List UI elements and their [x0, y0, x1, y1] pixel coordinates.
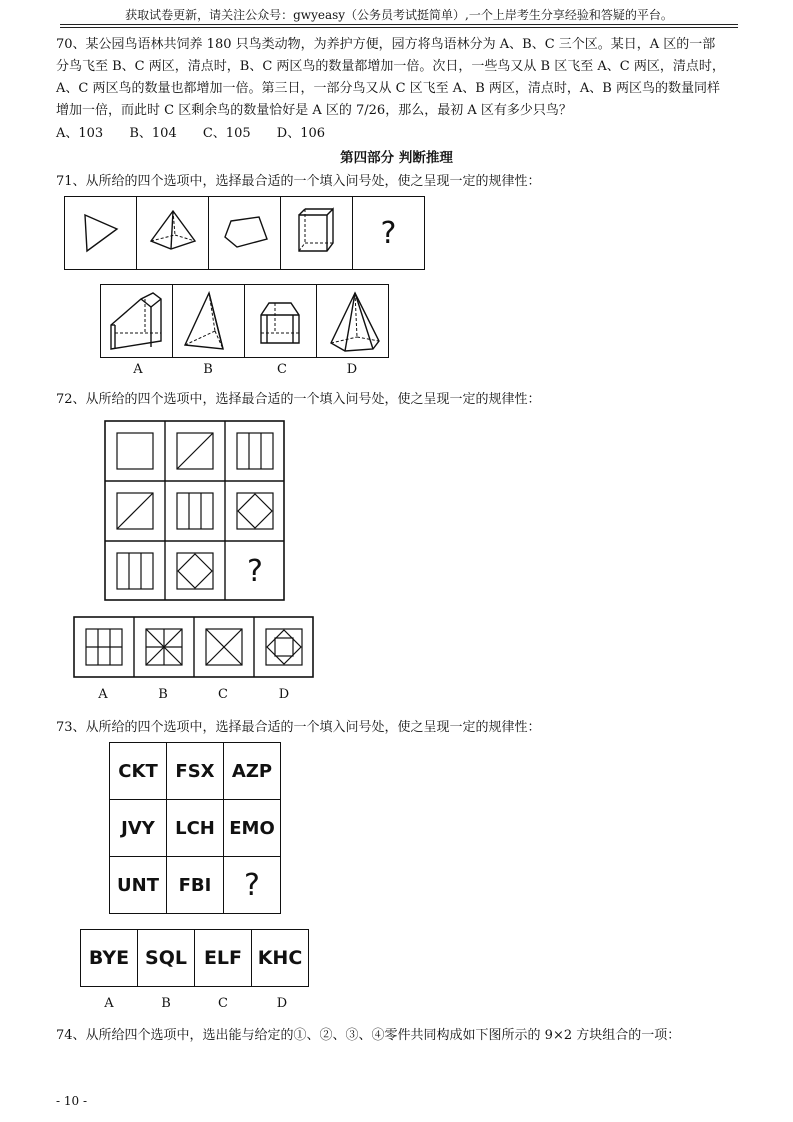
triangle-figure	[65, 197, 137, 269]
triangular-pyramid-figure	[173, 285, 245, 357]
q70-option-a: A、103	[56, 126, 104, 141]
section-title: 第四部分 判断推理	[340, 150, 453, 166]
q73-cell-8: FBI	[166, 856, 224, 914]
q72-label-c: C	[218, 687, 228, 702]
q71-label-a: A	[133, 362, 143, 377]
question-70	[56, 34, 746, 122]
question-mark: ?	[380, 215, 397, 251]
q71-cell-1	[64, 196, 137, 270]
q72-label-a: A	[98, 687, 108, 702]
header-rule-double	[60, 27, 738, 28]
q73-cell-2: FSX	[166, 742, 224, 800]
q71-question-row	[64, 196, 425, 270]
q71-cell-4	[280, 196, 353, 270]
prism-figure	[281, 197, 353, 269]
q72-grid	[104, 420, 285, 601]
page-header: 获取试卷更新，请关注公众号：gwyeasy（公务员考试挺简单）,一个上岸考生分享经验和答疑的平台。	[125, 8, 673, 22]
q73-cell-question: ?	[223, 856, 281, 914]
q72-stem: 72、从所给的四个选项中，选择最合适的一个填入问号处，使之呈现一定的规律性：	[56, 392, 541, 407]
q71-option-b-figure	[172, 284, 245, 358]
pentagonal-prism-figure	[101, 285, 173, 357]
q72-label-b: B	[158, 687, 168, 702]
q72-options-figure	[73, 616, 314, 678]
q71-cell-3	[208, 196, 281, 270]
q73-option-c: ELF	[194, 929, 252, 987]
q73-cell-3: AZP	[223, 742, 281, 800]
q70-line-3: A、C 两区鸟的数量也都增加一倍。第三日，一部分鸟又从 C 区飞至 A、B 两区，清点时，A、B 两区鸟的数量同样	[56, 81, 720, 96]
q71-option-c-figure	[244, 284, 317, 358]
q73-stem: 73、从所给的四个选项中，选择最合适的一个填入问号处，使之呈现一定的规律性：	[56, 720, 541, 735]
house-prism-figure	[245, 285, 317, 357]
q73-cell-6: EMO	[223, 799, 281, 857]
q73-label-b: B	[161, 996, 171, 1011]
q71-cell-2	[136, 196, 209, 270]
q73-options-row	[80, 929, 309, 987]
pentagon-figure	[209, 197, 281, 269]
q71-label-d: D	[346, 362, 358, 377]
square-pyramid-figure	[137, 197, 209, 269]
q73-label-c: C	[218, 996, 228, 1011]
q71-label-b: B	[203, 362, 213, 377]
header-rule	[60, 24, 738, 25]
q71-option-a-figure	[100, 284, 173, 358]
q70-option-d: D、106	[276, 126, 326, 141]
q70-line-4: 增加一倍，而此时 C 区剩余鸟的数量恰好是 A 区的 7/26，那么，最初 A 区有多少只鸟？	[56, 103, 572, 118]
q73-cell-7: UNT	[109, 856, 167, 914]
q71-options-row	[100, 284, 389, 358]
q71-option-d-figure	[316, 284, 389, 358]
q72-options-row	[73, 616, 314, 678]
q73-option-d: KHC	[251, 929, 309, 987]
q70-option-b: B、104	[129, 126, 177, 141]
q71-label-c: C	[277, 362, 287, 377]
q73-cell-4: JVY	[109, 799, 167, 857]
pentagonal-pyramid-figure	[317, 285, 389, 357]
q74-stem: 74、从所给四个选项中，选出能与给定的①、②、③、④零件共同构成如下图所示的 9×2 方块组合的一项：	[56, 1028, 681, 1043]
q73-grid	[109, 742, 282, 915]
q71-cell-question	[352, 196, 425, 270]
q73-option-b: SQL	[137, 929, 195, 987]
page-number: - 10 -	[56, 1094, 88, 1108]
q73-cell-5: LCH	[166, 799, 224, 857]
q70-options	[56, 122, 347, 141]
q70-option-c: C、105	[202, 126, 251, 141]
q73-label-d: D	[276, 996, 288, 1011]
q70-line-1: 70、某公园鸟语林共饲养 180 只鸟类动物，为养护方便，园方将鸟语林分为 A、B、C 三个区。某日，A 区的一部	[56, 37, 716, 52]
q71-stem: 71、从所给的四个选项中，选择最合适的一个填入问号处，使之呈现一定的规律性：	[56, 174, 541, 189]
question-mark: ?	[247, 553, 263, 589]
q73-cell-1: CKT	[109, 742, 167, 800]
q73-label-a: A	[104, 996, 114, 1011]
q72-label-d: D	[278, 687, 290, 702]
q70-line-2: 分鸟飞至 B、C 两区，清点时，B、C 两区鸟的数量都增加一倍。次日，一些鸟又从 B 区飞至 A、C 两区，清点时，	[56, 59, 725, 74]
q73-option-a: BYE	[80, 929, 138, 987]
